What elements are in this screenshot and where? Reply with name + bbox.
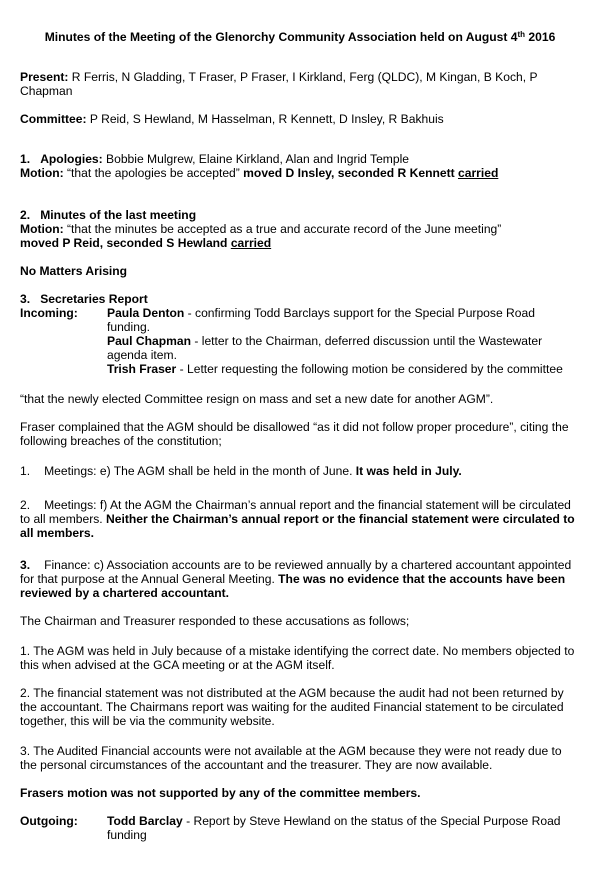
secretaries-heading: Secretaries Report xyxy=(40,292,148,306)
committee-label: Committee: xyxy=(20,112,87,126)
response-item: 1. The AGM was held in July because of a mistake identifying the correct date. No members objected to this when advised at the GCA meeting or at the AGM itself. xyxy=(20,644,575,672)
incoming-item: Paula Denton - confirming Todd Barclays support for the Special Purpose Road funding. xyxy=(107,306,535,334)
minutes-result: carried xyxy=(230,236,272,250)
apologies-motion: Motion: “that the apologies be accepted” moved D Insley, seconded R Kennett carried xyxy=(20,166,499,180)
response-intro: The Chairman and Treasurer responded to these accusations as follows; xyxy=(20,614,410,628)
outgoing-item: Todd Barclay - Report by Steve Hewland on the status of the Special Purpose Road funding xyxy=(107,814,561,842)
motion-quote: “that the newly elected Committee resign on mass and set a new date for another AGM”. xyxy=(20,392,494,406)
page-title: Minutes of the Meeting of the Glenorchy Community Association held on August 4th 2016 xyxy=(44,30,556,44)
secretaries-heading-line: 3. Secretaries Report xyxy=(20,292,148,306)
outgoing-label: Outgoing: xyxy=(20,814,78,828)
minutes-motion: Motion: “that the minutes be accepted as a true and accurate record of the June meeting” xyxy=(20,222,502,236)
breach-item: 3. Finance: c) Association accounts are to be reviewed annually by a chartered accountant appointed for that purpose at the Annual General Meeting. The was no evidence that the accounts have been reviewed by a chartered accountant. xyxy=(20,558,572,600)
incoming-item: Paul Chapman - letter to the Chairman, deferred discussion until the Wastewater agenda item. xyxy=(107,334,543,362)
no-matters-arising: No Matters Arising xyxy=(20,264,128,278)
incoming-item: Trish Fraser - Letter requesting the following motion be considered by the committee xyxy=(107,362,563,376)
breach-item: 1. Meetings: e) The AGM shall be held in the month of June. It was held in July. xyxy=(20,464,462,478)
conclusion: Frasers motion was not supported by any of the committee members. xyxy=(20,786,421,800)
incoming-label: Incoming: xyxy=(20,306,78,320)
present-paragraph: Present: R Ferris, N Gladding, T Fraser, P Fraser, I Kirkland, Ferg (QLDC), M Kingan, B Koch, P Chapman xyxy=(20,70,538,98)
minutes-heading: Minutes of the last meeting xyxy=(40,208,197,222)
response-item: 2. The financial statement was not distributed at the AGM because the audit had not been returned by the accountant. The Chairmans report was waiting for the audited Financial statement to be circulated together, this will be via the community website. xyxy=(20,686,564,728)
minutes-moved: moved P Reid, seconded S Hewland carried xyxy=(20,236,272,250)
apologies-result: carried xyxy=(458,166,499,180)
apologies-heading: Apologies: xyxy=(40,152,103,166)
minutes-heading-line: 2. Minutes of the last meeting xyxy=(20,208,197,222)
response-item: 3. The Audited Financial accounts were not available at the AGM because they were not ready due to the personal circumstances of the accountant and the treasurer. They are now available. xyxy=(20,744,562,772)
committee-paragraph: Committee: P Reid, S Hewland, M Hasselman, R Kennett, D Insley, R Bakhuis xyxy=(20,112,444,126)
apologies-heading-line: 1. Apologies: Bobbie Mulgrew, Elaine Kirkland, Alan and Ingrid Temple xyxy=(20,152,410,166)
present-label: Present: xyxy=(20,70,69,84)
complaint-paragraph: Fraser complained that the AGM should be disallowed “as it did not follow proper procedure”, citing the following breaches of the constitution; xyxy=(20,420,569,448)
breach-item: 2. Meetings: f) At the AGM the Chairman’s annual report and the financial statement will be circulated to all members. Neither the Chairman’s annual report or the financial statement were circulated to all members. xyxy=(20,498,575,540)
